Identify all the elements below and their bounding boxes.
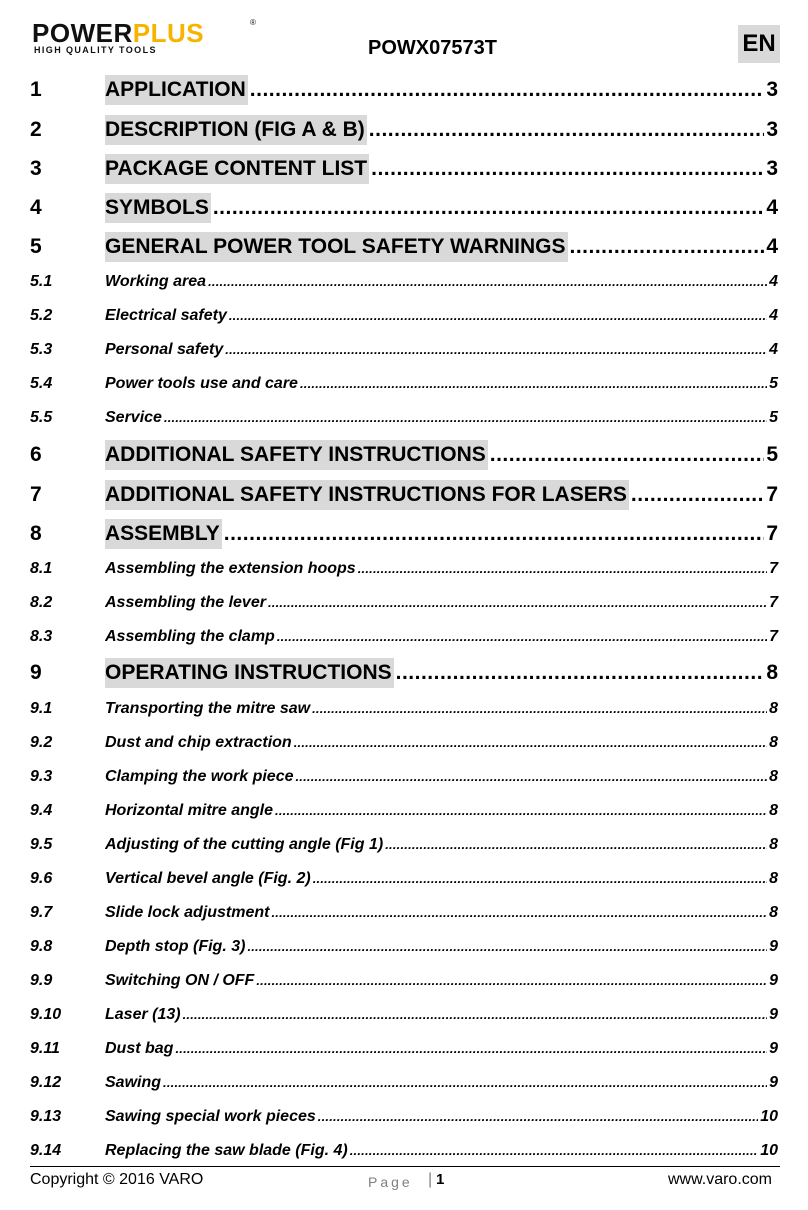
toc-entry-title[interactable]: OPERATING INSTRUCTIONS bbox=[105, 658, 394, 688]
toc-entry-title-wrap bbox=[105, 765, 767, 789]
toc-entry-page: 8 bbox=[766, 661, 778, 684]
toc-entry-title-wrap bbox=[105, 270, 767, 294]
toc-entry-title[interactable]: PACKAGE CONTENT LIST bbox=[105, 154, 369, 184]
toc-entry[interactable] bbox=[30, 1071, 778, 1095]
toc-entry-page: 9 bbox=[769, 1074, 778, 1091]
toc-entry-title-wrap bbox=[105, 193, 764, 223]
toc-dot-leader bbox=[224, 519, 765, 549]
language-badge: EN bbox=[738, 25, 780, 63]
toc-entry-page: 9 bbox=[769, 1040, 778, 1057]
toc-dot-leader bbox=[396, 658, 765, 688]
toc-entry-title[interactable]: SYMBOLS bbox=[105, 193, 211, 223]
toc-entry-title-wrap bbox=[105, 519, 764, 549]
toc-entry-number: 9.3 bbox=[30, 768, 53, 785]
toc-entry-number: 8 bbox=[30, 522, 42, 545]
toc-entry-number: 6 bbox=[30, 443, 42, 466]
toc-entry-page: 7 bbox=[766, 483, 778, 506]
toc-entry-title[interactable]: Sawing bbox=[105, 1074, 162, 1091]
toc-dot-leader bbox=[313, 867, 767, 891]
toc-entry-number: 9.4 bbox=[30, 802, 53, 819]
toc-dot-leader bbox=[277, 625, 767, 649]
toc-entry-page: 8 bbox=[769, 734, 778, 751]
toc-entry[interactable] bbox=[30, 372, 778, 396]
toc-dot-leader bbox=[371, 154, 764, 184]
toc-dot-leader bbox=[268, 591, 767, 615]
toc-entry-title[interactable]: Electrical safety bbox=[105, 307, 227, 324]
toc-entry-title[interactable]: APPLICATION bbox=[105, 75, 248, 105]
toc-entry[interactable] bbox=[30, 1037, 778, 1061]
toc-dot-leader bbox=[208, 270, 767, 294]
toc-entry-title[interactable]: Clamping the work piece bbox=[105, 768, 294, 785]
toc-dot-leader bbox=[385, 833, 767, 857]
toc-entry-page: 9 bbox=[769, 972, 778, 989]
toc-entry[interactable] bbox=[30, 731, 778, 755]
toc-entry-page: 3 bbox=[766, 118, 778, 141]
toc-dot-leader bbox=[250, 75, 765, 105]
footer-divider bbox=[30, 1166, 780, 1167]
toc-entry-title-wrap bbox=[105, 232, 764, 262]
page-header bbox=[0, 0, 808, 70]
page-footer bbox=[30, 1170, 780, 1194]
brand-logo bbox=[32, 20, 262, 58]
toc-entry-title-wrap bbox=[105, 154, 764, 184]
toc-entry-title-wrap bbox=[105, 731, 767, 755]
toc-entry[interactable] bbox=[30, 625, 778, 649]
toc-entry-title-wrap bbox=[105, 557, 767, 581]
toc-entry-number: 5.4 bbox=[30, 375, 53, 392]
toc-dot-leader bbox=[275, 799, 767, 823]
toc-entry-number: 7 bbox=[30, 483, 42, 506]
toc-entry-page: 7 bbox=[769, 560, 778, 577]
toc-entry[interactable] bbox=[30, 1105, 778, 1129]
toc-dot-leader bbox=[490, 440, 765, 470]
toc-entry[interactable] bbox=[30, 480, 778, 510]
toc-entry[interactable] bbox=[30, 440, 778, 470]
toc-entry-number: 1 bbox=[30, 78, 42, 101]
toc-entry-title[interactable]: Slide lock adjustment bbox=[105, 904, 270, 921]
toc-entry-title[interactable]: ADDITIONAL SAFETY INSTRUCTIONS bbox=[105, 440, 488, 470]
toc-entry-title-wrap bbox=[105, 833, 767, 857]
toc-dot-leader bbox=[225, 338, 767, 362]
toc-entry[interactable] bbox=[30, 270, 778, 294]
toc-entry-number: 9.11 bbox=[30, 1040, 60, 1057]
toc-entry-number: 9.14 bbox=[30, 1142, 62, 1159]
toc-entry[interactable] bbox=[30, 969, 778, 993]
toc-dot-leader bbox=[631, 480, 764, 510]
toc-entry[interactable] bbox=[30, 697, 778, 721]
toc-entry-number: 4 bbox=[30, 196, 42, 219]
toc-dot-leader bbox=[369, 115, 765, 145]
toc-dot-leader bbox=[294, 731, 767, 755]
toc-entry-number: 9.6 bbox=[30, 870, 53, 887]
toc-dot-leader bbox=[213, 193, 764, 223]
toc-entry-title[interactable]: ADDITIONAL SAFETY INSTRUCTIONS FOR LASERS bbox=[105, 480, 629, 510]
toc-entry-number: 9.2 bbox=[30, 734, 53, 751]
toc-entry-page: 8 bbox=[769, 700, 778, 717]
toc-entry-title[interactable]: Transporting the mitre saw bbox=[105, 700, 311, 717]
toc-entry[interactable] bbox=[30, 75, 778, 105]
website-link[interactable]: www.varo.com bbox=[667, 1171, 772, 1188]
toc-entry[interactable] bbox=[30, 154, 778, 184]
toc-entry-number: 5.5 bbox=[30, 409, 53, 426]
toc-entry-title-wrap bbox=[105, 1037, 767, 1061]
toc-dot-leader bbox=[295, 765, 767, 789]
toc-entry-title-wrap bbox=[105, 658, 764, 688]
toc-entry-number: 9.8 bbox=[30, 938, 53, 955]
toc-entry-title[interactable]: Switching ON / OFF bbox=[105, 972, 255, 989]
toc-entry-title-wrap bbox=[105, 901, 767, 925]
toc-entry-title[interactable]: Depth stop (Fig. 3) bbox=[105, 938, 246, 955]
toc-entry-number: 9.7 bbox=[30, 904, 53, 921]
toc-entry-title[interactable]: Personal safety bbox=[105, 341, 224, 358]
toc-entry-title-wrap bbox=[105, 115, 764, 145]
toc-entry-page: 5 bbox=[769, 375, 778, 392]
toc-dot-leader bbox=[164, 406, 767, 430]
toc-entry[interactable] bbox=[30, 1003, 778, 1027]
toc-entry-title[interactable]: Vertical bevel angle (Fig. 2) bbox=[105, 870, 311, 887]
toc-entry[interactable] bbox=[30, 1139, 778, 1163]
toc-entry-title-wrap bbox=[105, 935, 767, 959]
toc-entry-number: 8.3 bbox=[30, 628, 53, 645]
toc-entry-title[interactable]: DESCRIPTION (FIG A & B) bbox=[105, 115, 367, 145]
toc-entry-title-wrap bbox=[105, 1139, 758, 1163]
toc-entry[interactable] bbox=[30, 591, 778, 615]
toc-entry[interactable] bbox=[30, 765, 778, 789]
toc-entry-page: 9 bbox=[769, 1006, 778, 1023]
toc-entry-title[interactable]: Dust and chip extraction bbox=[105, 734, 292, 751]
toc-dot-leader bbox=[163, 1071, 767, 1095]
toc-entry-page: 4 bbox=[766, 196, 778, 219]
toc-entry-number: 9.13 bbox=[30, 1108, 62, 1125]
toc-entry-page: 7 bbox=[769, 628, 778, 645]
toc-entry[interactable] bbox=[30, 867, 778, 891]
toc-entry-page: 9 bbox=[769, 938, 778, 955]
toc-entry-page: 3 bbox=[766, 157, 778, 180]
toc-entry[interactable] bbox=[30, 406, 778, 430]
toc-entry-title-wrap bbox=[105, 591, 767, 615]
toc-entry-title[interactable]: Assembling the lever bbox=[105, 594, 266, 611]
toc-entry-title-wrap bbox=[105, 304, 767, 328]
toc-entry[interactable] bbox=[30, 557, 778, 581]
toc-entry-title[interactable]: Assembling the clamp bbox=[105, 628, 275, 645]
page-label: Page bbox=[368, 1174, 413, 1190]
toc-entry-number: 5.3 bbox=[30, 341, 53, 358]
toc-entry[interactable] bbox=[30, 232, 778, 262]
toc-entry-title[interactable]: Horizontal mitre angle bbox=[105, 802, 274, 819]
toc-entry-title-wrap bbox=[105, 1105, 758, 1129]
toc-dot-leader bbox=[358, 557, 767, 581]
toc-entry-page: 4 bbox=[769, 273, 778, 290]
toc-entry[interactable] bbox=[30, 799, 778, 823]
toc-entry-page: 7 bbox=[766, 522, 778, 545]
copyright-text: Copyright © 2016 VARO bbox=[30, 1171, 204, 1188]
toc-entry-page: 8 bbox=[769, 802, 778, 819]
toc-entry-title[interactable]: ASSEMBLY bbox=[105, 519, 222, 549]
toc-entry-title-wrap bbox=[105, 440, 764, 470]
toc-entry-page: 7 bbox=[769, 594, 778, 611]
toc-dot-leader bbox=[318, 1105, 758, 1129]
toc-entry-number: 5 bbox=[30, 235, 42, 258]
toc-entry-title-wrap bbox=[105, 625, 767, 649]
toc-entry-number: 9 bbox=[30, 661, 42, 684]
toc-entry-title[interactable]: Laser (13) bbox=[105, 1006, 181, 1023]
toc-entry-number: 9.5 bbox=[30, 836, 53, 853]
toc-entry-title[interactable]: Power tools use and care bbox=[105, 375, 298, 392]
toc-entry-title[interactable]: Replacing the saw blade (Fig. 4) bbox=[105, 1142, 348, 1159]
brand-tagline: HIGH QUALITY TOOLS bbox=[34, 45, 157, 55]
toc-entry-number: 9.1 bbox=[30, 700, 53, 717]
toc-entry-page: 8 bbox=[769, 904, 778, 921]
toc-entry[interactable] bbox=[30, 304, 778, 328]
toc-entry-title-wrap bbox=[105, 372, 767, 396]
toc-dot-leader bbox=[350, 1139, 758, 1163]
toc-entry[interactable] bbox=[30, 338, 778, 362]
page-separator: | bbox=[428, 1171, 433, 1188]
toc-dot-leader bbox=[570, 232, 765, 262]
toc-entry-page: 5 bbox=[766, 443, 778, 466]
toc-entry[interactable] bbox=[30, 519, 778, 549]
toc-entry-number: 5.2 bbox=[30, 307, 53, 324]
toc-entry-title[interactable]: Assembling the extension hoops bbox=[105, 560, 356, 577]
toc-entry[interactable] bbox=[30, 193, 778, 223]
toc-entry[interactable] bbox=[30, 833, 778, 857]
toc-entry-number: 2 bbox=[30, 118, 42, 141]
toc-entry-title-wrap bbox=[105, 969, 767, 993]
toc-entry-number: 9.10 bbox=[30, 1006, 62, 1023]
toc-dot-leader bbox=[256, 969, 767, 993]
toc-entry-title-wrap bbox=[105, 1071, 767, 1095]
toc-dot-leader bbox=[175, 1037, 767, 1061]
toc-entry-page: 8 bbox=[769, 870, 778, 887]
toc-entry-page: 10 bbox=[760, 1142, 778, 1159]
toc-entry-number: 9.9 bbox=[30, 972, 53, 989]
toc-dot-leader bbox=[271, 901, 767, 925]
toc-entry-title[interactable]: Dust bag bbox=[105, 1040, 174, 1057]
brand-wordmark: POWERPLUS bbox=[32, 18, 205, 48]
toc-entry-title[interactable]: Sawing special work pieces bbox=[105, 1108, 316, 1125]
toc-entry-title[interactable]: Adjusting of the cutting angle (Fig 1) bbox=[105, 836, 384, 853]
toc-dot-leader bbox=[300, 372, 767, 396]
toc-entry-title[interactable]: Working area bbox=[105, 273, 207, 290]
page-number: 1 bbox=[436, 1171, 445, 1188]
toc-dot-leader bbox=[183, 1003, 768, 1027]
registered-mark: ® bbox=[250, 18, 256, 27]
toc-entry-title[interactable]: Service bbox=[105, 409, 162, 426]
toc-entry-page: 8 bbox=[769, 836, 778, 853]
model-number: POWX07573T bbox=[368, 37, 497, 59]
toc-entry-number: 8.2 bbox=[30, 594, 53, 611]
toc-entry-number: 3 bbox=[30, 157, 42, 180]
toc-entry[interactable] bbox=[30, 658, 778, 688]
toc-entry[interactable] bbox=[30, 901, 778, 925]
toc-entry-number: 8.1 bbox=[30, 560, 53, 577]
toc-entry-page: 4 bbox=[766, 235, 778, 258]
toc-entry-title-wrap bbox=[105, 867, 767, 891]
toc-entry-page: 3 bbox=[766, 78, 778, 101]
toc-entry-title-wrap bbox=[105, 338, 767, 362]
toc-entry-title-wrap bbox=[105, 1003, 767, 1027]
toc-entry-title[interactable]: GENERAL POWER TOOL SAFETY WARNINGS bbox=[105, 232, 568, 262]
toc-entry-title-wrap bbox=[105, 75, 764, 105]
toc-entry[interactable] bbox=[30, 935, 778, 959]
toc-entry-title-wrap bbox=[105, 799, 767, 823]
toc-entry-page: 4 bbox=[769, 307, 778, 324]
toc-dot-leader bbox=[229, 304, 767, 328]
toc-dot-leader bbox=[247, 935, 767, 959]
toc-entry-page: 4 bbox=[769, 341, 778, 358]
toc-entry[interactable] bbox=[30, 115, 778, 145]
toc-entry-page: 10 bbox=[760, 1108, 778, 1125]
toc-entry-title-wrap bbox=[105, 480, 764, 510]
toc-entry-page: 5 bbox=[769, 409, 778, 426]
toc-entry-title-wrap bbox=[105, 697, 767, 721]
toc-entry-number: 9.12 bbox=[30, 1074, 62, 1091]
toc-entry-number: 5.1 bbox=[30, 273, 53, 290]
toc-entry-title-wrap bbox=[105, 406, 767, 430]
toc-dot-leader bbox=[312, 697, 767, 721]
toc-entry-page: 8 bbox=[769, 768, 778, 785]
